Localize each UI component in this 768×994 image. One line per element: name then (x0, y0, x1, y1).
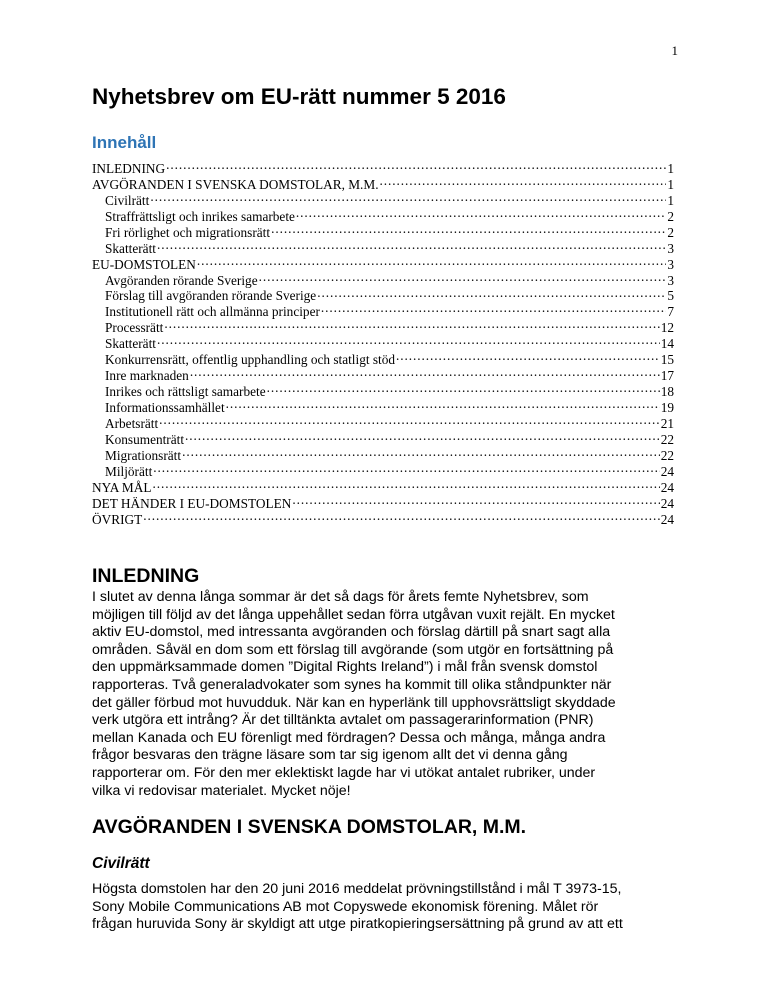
text-line: frågan huruvida Sony är skyldigt att utge piratkopieringsersättning på grund av att ett (92, 916, 623, 933)
toc-entry-page: 5 (667, 288, 674, 304)
toc-entry-page: 24 (660, 479, 674, 495)
toc-entry-page: 3 (667, 240, 674, 256)
toc-entry-page: 1 (667, 176, 674, 192)
toc-dot-leader (185, 428, 660, 444)
toc-entry-page: 24 (660, 511, 674, 527)
toc-entry-page: 3 (667, 256, 674, 272)
toc-entry-title: ÖVRIGT (92, 511, 143, 527)
toc-dot-leader (190, 364, 660, 380)
toc-entry-page: 24 (660, 495, 674, 511)
toc-dot-leader (380, 173, 667, 189)
civilratt-paragraph (92, 881, 623, 934)
toc-dot-leader (226, 396, 660, 412)
toc-entry-page: 19 (660, 400, 674, 415)
toc-entry-page: 22 (660, 431, 674, 447)
text-line: rapporterar om. För den mer eklektiskt lagde har vi utökat antalet rubriker, under (92, 764, 596, 781)
toc-entry[interactable] (92, 173, 674, 192)
toc-entry-title: Konsumenträtt (105, 431, 185, 447)
toc-dot-leader (317, 285, 666, 301)
toc-dot-leader (292, 492, 659, 508)
toc-entry-page: 21 (660, 415, 674, 431)
toc-entry[interactable] (92, 428, 674, 447)
toc-entry-page: 24 (660, 463, 674, 479)
text-line: den uppmärksammade domen ”Digital Rights Ireland”) i mål från svensk domstol (92, 659, 598, 676)
toc-entry-title: Civilrätt (105, 192, 150, 208)
toc-entry[interactable] (92, 460, 674, 479)
toc-dot-leader (182, 444, 660, 460)
toc-entry-title: Förslag till avgöranden rörande Sverige (105, 288, 317, 304)
toc-entry-title: Avgöranden rörande Sverige (105, 272, 258, 288)
toc-entry-page: 18 (660, 384, 674, 400)
toc-entry-title: Fri rörlighet och migrationsrätt (105, 224, 271, 240)
sub-heading-civilratt: Civilrätt (92, 855, 150, 872)
toc-entry-page: 22 (660, 447, 674, 463)
toc-heading: Innehåll (92, 133, 157, 152)
toc-entry[interactable] (92, 253, 674, 272)
toc-dot-leader (296, 205, 666, 221)
toc-entry[interactable] (92, 316, 674, 336)
toc-entry-page: 1 (667, 192, 674, 208)
toc-dot-leader (143, 508, 659, 524)
text-line: aktiv EU-domstol, med intressanta avgöranden och förslag därtill på snart sagt alla (92, 624, 611, 641)
toc-entry-page: 14 (660, 336, 674, 352)
toc-entry-title: Institutionell rätt och allmänna principer (105, 304, 320, 320)
text-line: mellan Kanada och EU förenligt med fördragen? Dessa och många, många andra (92, 729, 606, 746)
text-line: Högsta domstolen har den 20 juni 2016 meddelat prövningstillstånd i mål T 3973-15, (92, 881, 622, 897)
toc-entry-page: 15 (660, 352, 674, 368)
toc-dot-leader (152, 476, 659, 492)
toc-entry[interactable] (92, 332, 674, 352)
toc-dot-leader (153, 460, 659, 476)
toc-entry-title: Skatterätt (105, 240, 156, 256)
toc-entry-title: INLEDNING (92, 160, 166, 176)
toc-dot-leader (157, 332, 660, 348)
inledning-paragraph (92, 589, 616, 800)
toc-entry[interactable] (92, 412, 674, 431)
toc-entry-title: Arbetsrätt (105, 415, 159, 431)
toc-entry-title: Inre marknaden (105, 368, 189, 384)
toc-entry-title: Informationssamhället (105, 400, 225, 415)
text-line: det gäller förbud mot huvudduk. När kan en hyperlänk till upphovsrättsligt skyddade (92, 694, 616, 711)
toc-dot-leader (159, 412, 660, 428)
toc-dot-leader (259, 269, 667, 285)
section-heading-inledning: INLEDNING (92, 565, 200, 587)
text-line: vilka vi redovisar materialet. Mycket nöje! (92, 782, 351, 799)
toc-entry-title: Migrationsrätt (105, 447, 182, 463)
text-line: rapporteras. Två generaladvokater som synes ha kommit till olika ståndpunkter när (92, 676, 612, 693)
toc-entry[interactable] (92, 492, 674, 511)
toc-entry-title: Processrätt (105, 320, 164, 336)
toc-dot-leader (164, 316, 659, 332)
toc-entry[interactable] (92, 348, 674, 368)
toc-entry-page: 3 (667, 272, 674, 288)
toc-entry-title: DET HÄNDER I EU-DOMSTOLEN (92, 495, 292, 511)
toc-entry[interactable] (92, 189, 674, 208)
toc-dot-leader (157, 237, 666, 253)
text-line: Sony Mobile Communications AB mot Copyswede ekonomisk förening. Målet rör (92, 898, 599, 915)
toc-entry-title: AVGÖRANDEN I SVENSKA DOMSTOLAR, M.M. (92, 176, 379, 192)
toc-dot-leader (150, 189, 666, 205)
toc-entry[interactable] (92, 157, 674, 176)
toc-dot-leader (396, 348, 660, 364)
toc-entry-title: Straffrättsligt och inrikes samarbete (105, 208, 295, 224)
toc-entry[interactable] (92, 205, 674, 224)
toc-dot-leader (271, 221, 666, 237)
toc-entry-title: NYA MÅL (92, 479, 152, 495)
toc-dot-leader (166, 157, 666, 173)
toc-entry-page: 2 (667, 208, 674, 224)
toc-entry-page: 2 (667, 224, 674, 240)
section-heading-avgoranden: AVGÖRANDEN I SVENSKA DOMSTOLAR, M.M. (92, 816, 527, 838)
toc-entry[interactable] (92, 508, 674, 527)
page-number: 1 (671, 43, 678, 58)
text-line: områden. Såväl en dom som ett förslag till avgörande (som utgör en fortsättning på (92, 641, 614, 658)
toc-entry-page: 7 (667, 304, 674, 320)
toc-entry[interactable] (92, 237, 674, 256)
text-line: frågor besvaras den trägne läsare som tar sig igenom allt det vi denna gång (92, 747, 568, 764)
toc-entry-title: Konkurrensrätt, offentlig upphandling och statligt stöd (105, 352, 396, 368)
text-line: möjligen till följd av det långa uppehållet sedan förra utgåvan vuxit rejält. En mycket (92, 606, 615, 623)
toc-entry[interactable] (92, 476, 674, 495)
toc-entry-page: 17 (660, 368, 674, 384)
text-line: I slutet av denna långa sommar är det så dags för årets femte Nyhetsbrev, som (92, 589, 589, 605)
toc-dot-leader (197, 253, 666, 269)
toc-entry-page: 1 (667, 160, 674, 176)
toc-entry-page: 12 (660, 320, 674, 336)
toc-entry-title: EU-DOMSTOLEN (92, 256, 196, 272)
toc-entry-title: Inrikes och rättsligt samarbete (105, 384, 266, 400)
table-of-contents (92, 157, 674, 527)
page-title: Nyhetsbrev om EU-rätt nummer 5 2016 (92, 84, 506, 109)
toc-dot-leader (321, 300, 666, 316)
toc-entry-title: Miljörätt (105, 463, 153, 479)
text-line: verk utgöra ett intrång? Är det tilltänkta avtalet om passagerarinformation (PNR) (92, 712, 594, 729)
toc-dot-leader (267, 380, 660, 396)
toc-entry-title: Skatterätt (105, 336, 156, 352)
